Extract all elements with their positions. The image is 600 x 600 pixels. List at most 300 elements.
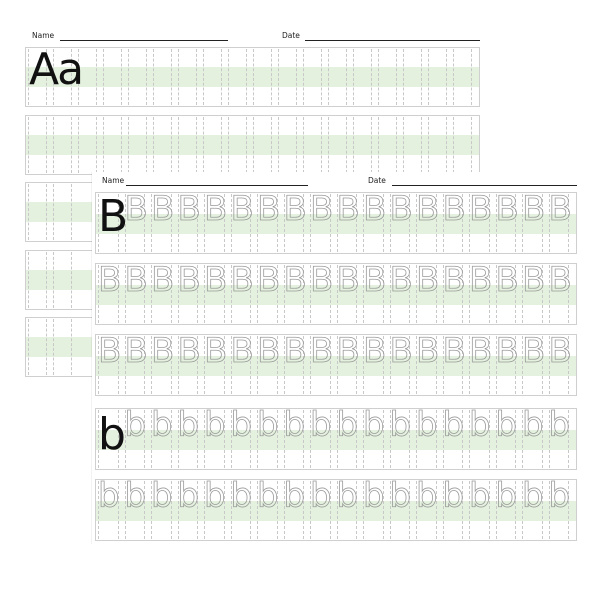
trace-letter: B	[98, 331, 122, 371]
trace-letter: B	[495, 260, 519, 300]
letter-cell	[175, 260, 202, 325]
name-label: Name	[102, 176, 125, 185]
guide-dash	[96, 49, 97, 105]
letter-cell	[250, 47, 275, 107]
trace-letter: b	[257, 405, 279, 445]
date-label: Date	[282, 31, 300, 40]
guide-dash	[153, 117, 154, 173]
trace-letter: b	[548, 476, 571, 516]
letter-cell	[325, 47, 350, 107]
trace-letter: B	[469, 331, 493, 371]
letter-cell	[360, 331, 387, 396]
guide-dash	[46, 184, 47, 240]
trace-letter: b	[495, 405, 518, 445]
guide-dash	[28, 252, 29, 308]
guide-dash	[171, 49, 172, 105]
trace-letter: B	[469, 189, 493, 229]
letter-cell	[387, 476, 414, 541]
trace-letter: B	[124, 189, 148, 229]
letter-cell	[275, 115, 300, 175]
trace-letter: b	[204, 405, 226, 445]
letter-cell	[425, 47, 450, 107]
guide-dash	[103, 117, 104, 173]
letter-cell	[254, 476, 281, 541]
guide-dash	[296, 117, 297, 173]
letter-cell	[95, 331, 122, 396]
guide-dash	[121, 49, 122, 105]
trace-letter: b	[151, 405, 173, 445]
guide-dash	[128, 117, 129, 173]
guide-dash	[28, 117, 29, 173]
letter-cell	[148, 331, 175, 396]
trace-letter: B	[522, 331, 546, 371]
trace-letter: B	[151, 260, 175, 300]
letter-cell	[519, 189, 546, 254]
trace-letter: b	[442, 476, 465, 516]
trace-letter: b	[336, 405, 359, 445]
guide-dash	[396, 117, 397, 173]
letter-cell	[546, 331, 573, 396]
guide-dash	[203, 117, 204, 173]
trace-letter: B	[310, 260, 334, 300]
trace-letter: b	[495, 476, 518, 516]
letter-cell	[228, 331, 255, 396]
guide-dash	[121, 117, 122, 173]
letter-cell	[300, 115, 325, 175]
trace-letter: B	[363, 260, 387, 300]
trace-letter: b	[389, 476, 412, 516]
guide-dash	[196, 117, 197, 173]
letter-cell	[387, 331, 414, 396]
guide-dash	[328, 117, 329, 173]
letter-cell	[466, 405, 493, 470]
letter-cell	[201, 260, 228, 325]
guide-dash	[46, 252, 47, 308]
letter-cell	[50, 182, 75, 242]
letter-cell	[546, 189, 573, 254]
letter-cell	[466, 189, 493, 254]
trace-letter: b	[469, 476, 491, 516]
trace-letter: B	[522, 189, 546, 229]
letter-cell	[148, 476, 175, 541]
letter-cell	[281, 260, 308, 325]
trace-letter: B	[389, 189, 413, 229]
letter-cell	[200, 115, 225, 175]
letter-cell	[466, 476, 493, 541]
trace-letter: B	[151, 331, 175, 371]
guide-dash	[378, 117, 379, 173]
letter-cell	[148, 405, 175, 470]
letter-cell	[387, 405, 414, 470]
trace-letter: b	[416, 405, 438, 445]
trace-letter: b	[230, 405, 253, 445]
letter-cell	[150, 47, 175, 107]
trace-letter: B	[151, 189, 175, 229]
trace-letter: B	[204, 260, 228, 300]
trace-letter: B	[336, 260, 360, 300]
letter-cell	[228, 189, 255, 254]
trace-letter: b	[522, 476, 544, 516]
guide-dash	[403, 117, 404, 173]
writing-row[interactable]	[95, 476, 577, 541]
trace-letter: B	[416, 331, 440, 371]
trace-letter: b	[548, 405, 571, 445]
letter-cell	[334, 476, 361, 541]
guide-dash	[471, 49, 472, 105]
writing-row[interactable]	[95, 189, 577, 254]
letter-cell	[281, 476, 308, 541]
letter-cell	[250, 115, 275, 175]
trace-letter: b	[363, 405, 385, 445]
letter-cell	[225, 115, 250, 175]
letter-cell	[375, 115, 400, 175]
trace-letter: b	[283, 476, 306, 516]
trace-letter: B	[257, 331, 281, 371]
guide-dash	[271, 49, 272, 105]
guide-dash	[396, 49, 397, 105]
trace-letter: b	[257, 476, 279, 516]
date-line[interactable]	[392, 185, 577, 186]
letter-cell	[281, 189, 308, 254]
guide-dash	[346, 49, 347, 105]
letter-cell	[201, 189, 228, 254]
trace-letter: B	[336, 189, 360, 229]
guide-dash	[146, 49, 147, 105]
letter-cell	[148, 189, 175, 254]
letter-cell	[100, 47, 125, 107]
letter-cell	[400, 47, 425, 107]
letter-cell	[175, 476, 202, 541]
guide-dash	[178, 49, 179, 105]
letter-cell	[281, 331, 308, 396]
writing-row[interactable]	[95, 405, 577, 470]
guide-dash	[228, 49, 229, 105]
guide-dash	[253, 49, 254, 105]
letter-cell	[413, 189, 440, 254]
trace-letter: B	[257, 260, 281, 300]
guide-dash	[403, 49, 404, 105]
trace-letter: b	[469, 405, 491, 445]
letter-cell	[440, 331, 467, 396]
letter-cell	[493, 476, 520, 541]
trace-letter: B	[177, 331, 201, 371]
writing-row[interactable]	[25, 44, 480, 107]
letter-cell	[450, 47, 475, 107]
guide-dash	[453, 49, 454, 105]
guide-dash	[321, 49, 322, 105]
letter-cell	[281, 405, 308, 470]
guide-dash	[171, 117, 172, 173]
letter-cell	[307, 260, 334, 325]
trace-letter: B	[363, 331, 387, 371]
writing-row[interactable]	[95, 331, 577, 396]
guide-dash	[471, 117, 472, 173]
writing-row[interactable]	[95, 260, 577, 325]
letter-cell	[201, 476, 228, 541]
letter-cell	[546, 405, 573, 470]
guide-dash	[28, 184, 29, 240]
letter-cell	[360, 189, 387, 254]
guide-dash	[71, 117, 72, 173]
trace-letter: B	[283, 260, 307, 300]
guide-dash	[53, 117, 54, 173]
trace-letter: B	[495, 331, 519, 371]
trace-letter: B	[177, 189, 201, 229]
trace-letter: b	[98, 476, 120, 516]
trace-letter: b	[389, 405, 412, 445]
trace-letter: b	[310, 405, 332, 445]
letter-cell	[25, 317, 50, 377]
trace-letter: B	[548, 260, 572, 300]
letter-cell	[493, 331, 520, 396]
guide-dash	[353, 117, 354, 173]
letter-cell	[450, 115, 475, 175]
letter-cell	[413, 260, 440, 325]
trace-letter: b	[124, 405, 147, 445]
trace-letter: b	[310, 476, 332, 516]
letter-cell	[75, 115, 100, 175]
guide-dash	[428, 49, 429, 105]
guide-dash	[71, 252, 72, 308]
worksheet-b	[92, 172, 582, 544]
trace-letter: B	[336, 331, 360, 371]
guide-dash	[71, 319, 72, 375]
letter-cell	[25, 250, 50, 310]
guide-dash	[221, 117, 222, 173]
trace-letter: B	[442, 189, 466, 229]
letter-cell	[254, 331, 281, 396]
letter-cell	[519, 331, 546, 396]
guide-dash	[71, 184, 72, 240]
trace-letter: b	[442, 405, 465, 445]
letter-cell	[95, 260, 122, 325]
letter-cell	[50, 250, 75, 310]
trace-letter: B	[230, 331, 254, 371]
letter-cell	[201, 405, 228, 470]
letter-cell	[519, 405, 546, 470]
letter-cell	[254, 405, 281, 470]
letter-cell	[201, 331, 228, 396]
guide-dash	[253, 117, 254, 173]
letter-cell	[307, 189, 334, 254]
letter-cell	[125, 47, 150, 107]
letter-cell	[350, 115, 375, 175]
model-letters-aa: Aa	[29, 44, 83, 95]
date-line[interactable]	[305, 40, 480, 41]
trace-letter: B	[257, 189, 281, 229]
letter-cell	[175, 47, 200, 107]
trace-letter: B	[283, 189, 307, 229]
letter-cell	[125, 115, 150, 175]
trace-letter: B	[522, 260, 546, 300]
trace-letter: B	[230, 260, 254, 300]
date-label: Date	[368, 176, 386, 185]
letter-cell	[413, 476, 440, 541]
guide-dash	[178, 117, 179, 173]
letter-cell	[122, 331, 149, 396]
guide-dash	[303, 117, 304, 173]
trace-letter: B	[469, 260, 493, 300]
letter-cell	[175, 331, 202, 396]
letter-cell	[50, 317, 75, 377]
letter-cell	[100, 115, 125, 175]
letter-cell	[200, 47, 225, 107]
guide-dash	[278, 49, 279, 105]
letter-cell	[175, 115, 200, 175]
trace-letter: b	[230, 476, 253, 516]
name-line[interactable]	[60, 40, 228, 41]
model-letter-lowercase-b: b	[98, 409, 126, 460]
guide-dash	[96, 117, 97, 173]
letter-cell	[413, 331, 440, 396]
guide-dash	[353, 49, 354, 105]
guide-dash	[278, 117, 279, 173]
guide-dash	[53, 252, 54, 308]
guide-dash	[246, 117, 247, 173]
letter-cell	[334, 331, 361, 396]
trace-letter: B	[442, 260, 466, 300]
trace-letter: B	[283, 331, 307, 371]
guide-dash	[321, 117, 322, 173]
trace-letter: b	[283, 405, 306, 445]
guide-dash	[446, 117, 447, 173]
letter-cell	[493, 260, 520, 325]
trace-letter: B	[548, 189, 572, 229]
guide-dash	[228, 117, 229, 173]
letter-cell	[350, 47, 375, 107]
letter-cell	[334, 405, 361, 470]
guide-dash	[428, 117, 429, 173]
letter-cell	[228, 405, 255, 470]
letter-cell	[440, 405, 467, 470]
trace-letter: b	[363, 476, 385, 516]
guide-dash	[346, 117, 347, 173]
name-label: Name	[32, 31, 55, 40]
letter-cell	[95, 476, 122, 541]
letter-cell	[225, 47, 250, 107]
guide-dash	[203, 49, 204, 105]
trace-letter: b	[124, 476, 147, 516]
trace-letter: b	[151, 476, 173, 516]
trace-letter: B	[548, 331, 572, 371]
guide-dash	[46, 319, 47, 375]
letter-cell	[175, 405, 202, 470]
trace-letter: b	[177, 476, 200, 516]
letter-cell	[360, 405, 387, 470]
letter-cell	[546, 476, 573, 541]
letter-cell	[400, 115, 425, 175]
letter-cell	[466, 331, 493, 396]
writing-row[interactable]	[25, 115, 480, 175]
letter-cell	[325, 115, 350, 175]
letter-cell	[122, 260, 149, 325]
guide-dash	[221, 49, 222, 105]
guide-dash	[446, 49, 447, 105]
letter-cell	[425, 115, 450, 175]
letter-cell	[493, 405, 520, 470]
letter-cell	[387, 260, 414, 325]
trace-letter: B	[310, 331, 334, 371]
writing-row[interactable]	[25, 250, 95, 310]
letter-cell	[493, 189, 520, 254]
name-line[interactable]	[126, 185, 308, 186]
letter-cell	[387, 189, 414, 254]
writing-row[interactable]	[25, 317, 95, 377]
trace-letter: b	[336, 476, 359, 516]
trace-letter: B	[124, 331, 148, 371]
trace-letter: B	[416, 260, 440, 300]
letter-cell	[275, 47, 300, 107]
letter-cell	[25, 182, 50, 242]
trace-letter: b	[416, 476, 438, 516]
letter-cell	[307, 405, 334, 470]
letter-cell	[228, 260, 255, 325]
letter-cell	[50, 115, 75, 175]
trace-letter: b	[522, 405, 544, 445]
letter-cell	[519, 476, 546, 541]
trace-letter: B	[204, 331, 228, 371]
trace-letter: B	[389, 260, 413, 300]
letter-cell	[440, 260, 467, 325]
guide-dash	[328, 49, 329, 105]
letter-cell	[440, 189, 467, 254]
letter-cell	[519, 260, 546, 325]
guide-dash	[28, 319, 29, 375]
trace-letter: b	[204, 476, 226, 516]
letter-cell	[466, 260, 493, 325]
guide-dash	[371, 117, 372, 173]
letter-cell	[300, 47, 325, 107]
trace-letter: B	[389, 331, 413, 371]
guide-dash	[421, 117, 422, 173]
trace-letter: B	[416, 189, 440, 229]
letter-cell	[440, 476, 467, 541]
guide-dash	[371, 49, 372, 105]
guide-dash	[378, 49, 379, 105]
letter-cell	[375, 47, 400, 107]
trace-letter: B	[177, 260, 201, 300]
trace-letter: B	[98, 260, 122, 300]
letter-cell	[148, 260, 175, 325]
letter-cell	[254, 260, 281, 325]
writing-row[interactable]	[25, 182, 95, 242]
letter-cell	[360, 260, 387, 325]
guide-dash	[453, 117, 454, 173]
guide-dash	[246, 49, 247, 105]
letter-cell	[254, 189, 281, 254]
model-letter-uppercase-b: B	[98, 191, 129, 242]
letter-cell	[546, 260, 573, 325]
letter-cell	[360, 476, 387, 541]
guide-dash	[103, 49, 104, 105]
trace-letter: B	[495, 189, 519, 229]
letter-cell	[228, 476, 255, 541]
letter-cell	[334, 260, 361, 325]
letter-cell	[307, 331, 334, 396]
trace-letter: B	[124, 260, 148, 300]
guide-dash	[46, 117, 47, 173]
letter-cell	[175, 189, 202, 254]
trace-letter: B	[230, 189, 254, 229]
guide-dash	[153, 49, 154, 105]
letter-cell	[25, 115, 50, 175]
guide-dash	[128, 49, 129, 105]
trace-letter: B	[310, 189, 334, 229]
letter-cell	[307, 476, 334, 541]
letter-cell	[122, 476, 149, 541]
guide-dash	[53, 184, 54, 240]
guide-dash	[78, 117, 79, 173]
